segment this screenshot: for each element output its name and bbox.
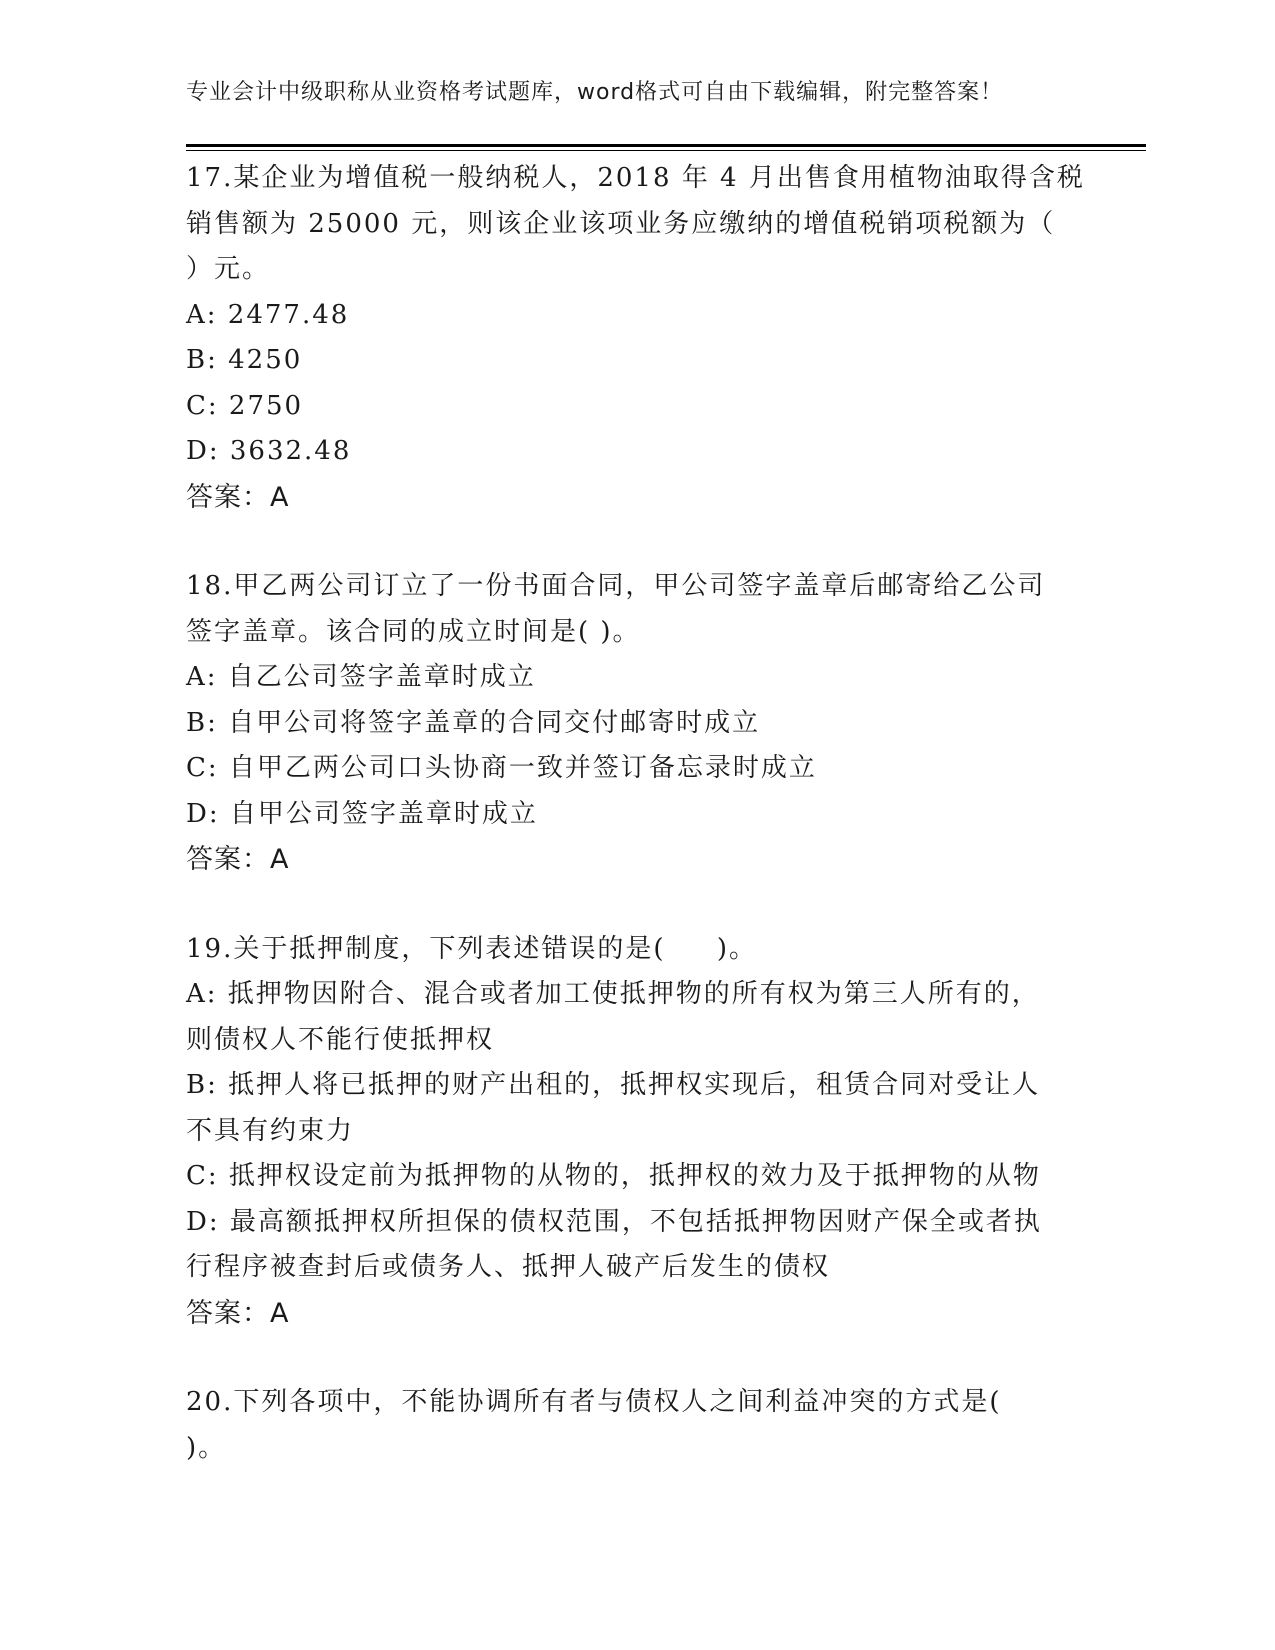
option-line: C: 2750 bbox=[186, 390, 304, 421]
question-stem-line: 签字盖章。该合同的成立时间是( )。 bbox=[186, 616, 641, 647]
question-spacer bbox=[186, 1336, 1086, 1380]
option-line: B: 自甲公司将签字盖章的合同交付邮寄时成立 bbox=[186, 707, 761, 738]
question-list bbox=[186, 156, 1086, 1471]
question-block bbox=[186, 156, 1086, 520]
question-stem-line: )。 bbox=[186, 1432, 227, 1463]
question-stem-line: ）元。 bbox=[186, 254, 271, 284]
question-spacer bbox=[186, 520, 1086, 564]
option-line: C: 自甲乙两公司口头协商一致并签订备忘录时成立 bbox=[186, 753, 817, 783]
option-line: C: 抵押权设定前为抵押物的从物的，抵押权的效力及于抵押物的从物 bbox=[186, 1161, 1041, 1191]
option-line: 则债权人不能行使抵押权 bbox=[186, 1024, 495, 1055]
option-line: A: 2477.48 bbox=[186, 299, 350, 330]
option-line: D: 自甲公司签字盖章时成立 bbox=[186, 798, 538, 829]
question-stem-line: 20.下列各项中，不能协调所有者与债权人之间利益冲突的方式是( bbox=[186, 1387, 1002, 1417]
question-block bbox=[186, 1380, 1086, 1471]
question-stem-line: 17.某企业为增值税一般纳税人，2018 年 4 月出售食用植物油取得含税 bbox=[186, 163, 1085, 193]
option-line: 行程序被查封后或债务人、抵押人破产后发生的债权 bbox=[186, 1252, 831, 1282]
page-header: 专业会计中级职称从业资格考试题库，word格式可自由下载编辑，附完整答案！ bbox=[186, 80, 1004, 105]
answer-line: 答案：A bbox=[186, 481, 290, 513]
answer-line: 答案：A bbox=[186, 1297, 290, 1329]
option-line: A: 自乙公司签字盖章时成立 bbox=[186, 662, 536, 692]
option-line: 不具有约束力 bbox=[186, 1115, 355, 1146]
header-rule-thin bbox=[186, 150, 1146, 151]
option-line: D: 最高额抵押权所担保的债权范围，不包括抵押物因财产保全或者执 bbox=[186, 1206, 1042, 1237]
question-spacer bbox=[186, 883, 1086, 927]
question-stem-line: 18.甲乙两公司订立了一份书面合同，甲公司签字盖章后邮寄给乙公司 bbox=[186, 571, 1046, 601]
answer-line: 答案：A bbox=[186, 844, 290, 875]
header-rule-thick bbox=[186, 144, 1146, 147]
option-line: B: 抵押人将已抵押的财产出租的，抵押权实现后，租赁合同对受让人 bbox=[186, 1070, 1041, 1100]
question-block bbox=[186, 564, 1086, 883]
question-stem-line: 19.关于抵押制度，下列表述错误的是( )。 bbox=[186, 933, 757, 964]
question-stem-line: 销售额为 25000 元，则该企业该项业务应缴纳的增值税销项税额为（ bbox=[186, 208, 1056, 239]
option-line: B: 4250 bbox=[186, 345, 303, 375]
option-line: A: 抵押物因附合、混合或者加工使抵押物的所有权为第三人所有的， bbox=[186, 979, 1040, 1009]
option-line: D: 3632.48 bbox=[186, 436, 352, 466]
question-block bbox=[186, 927, 1086, 1337]
